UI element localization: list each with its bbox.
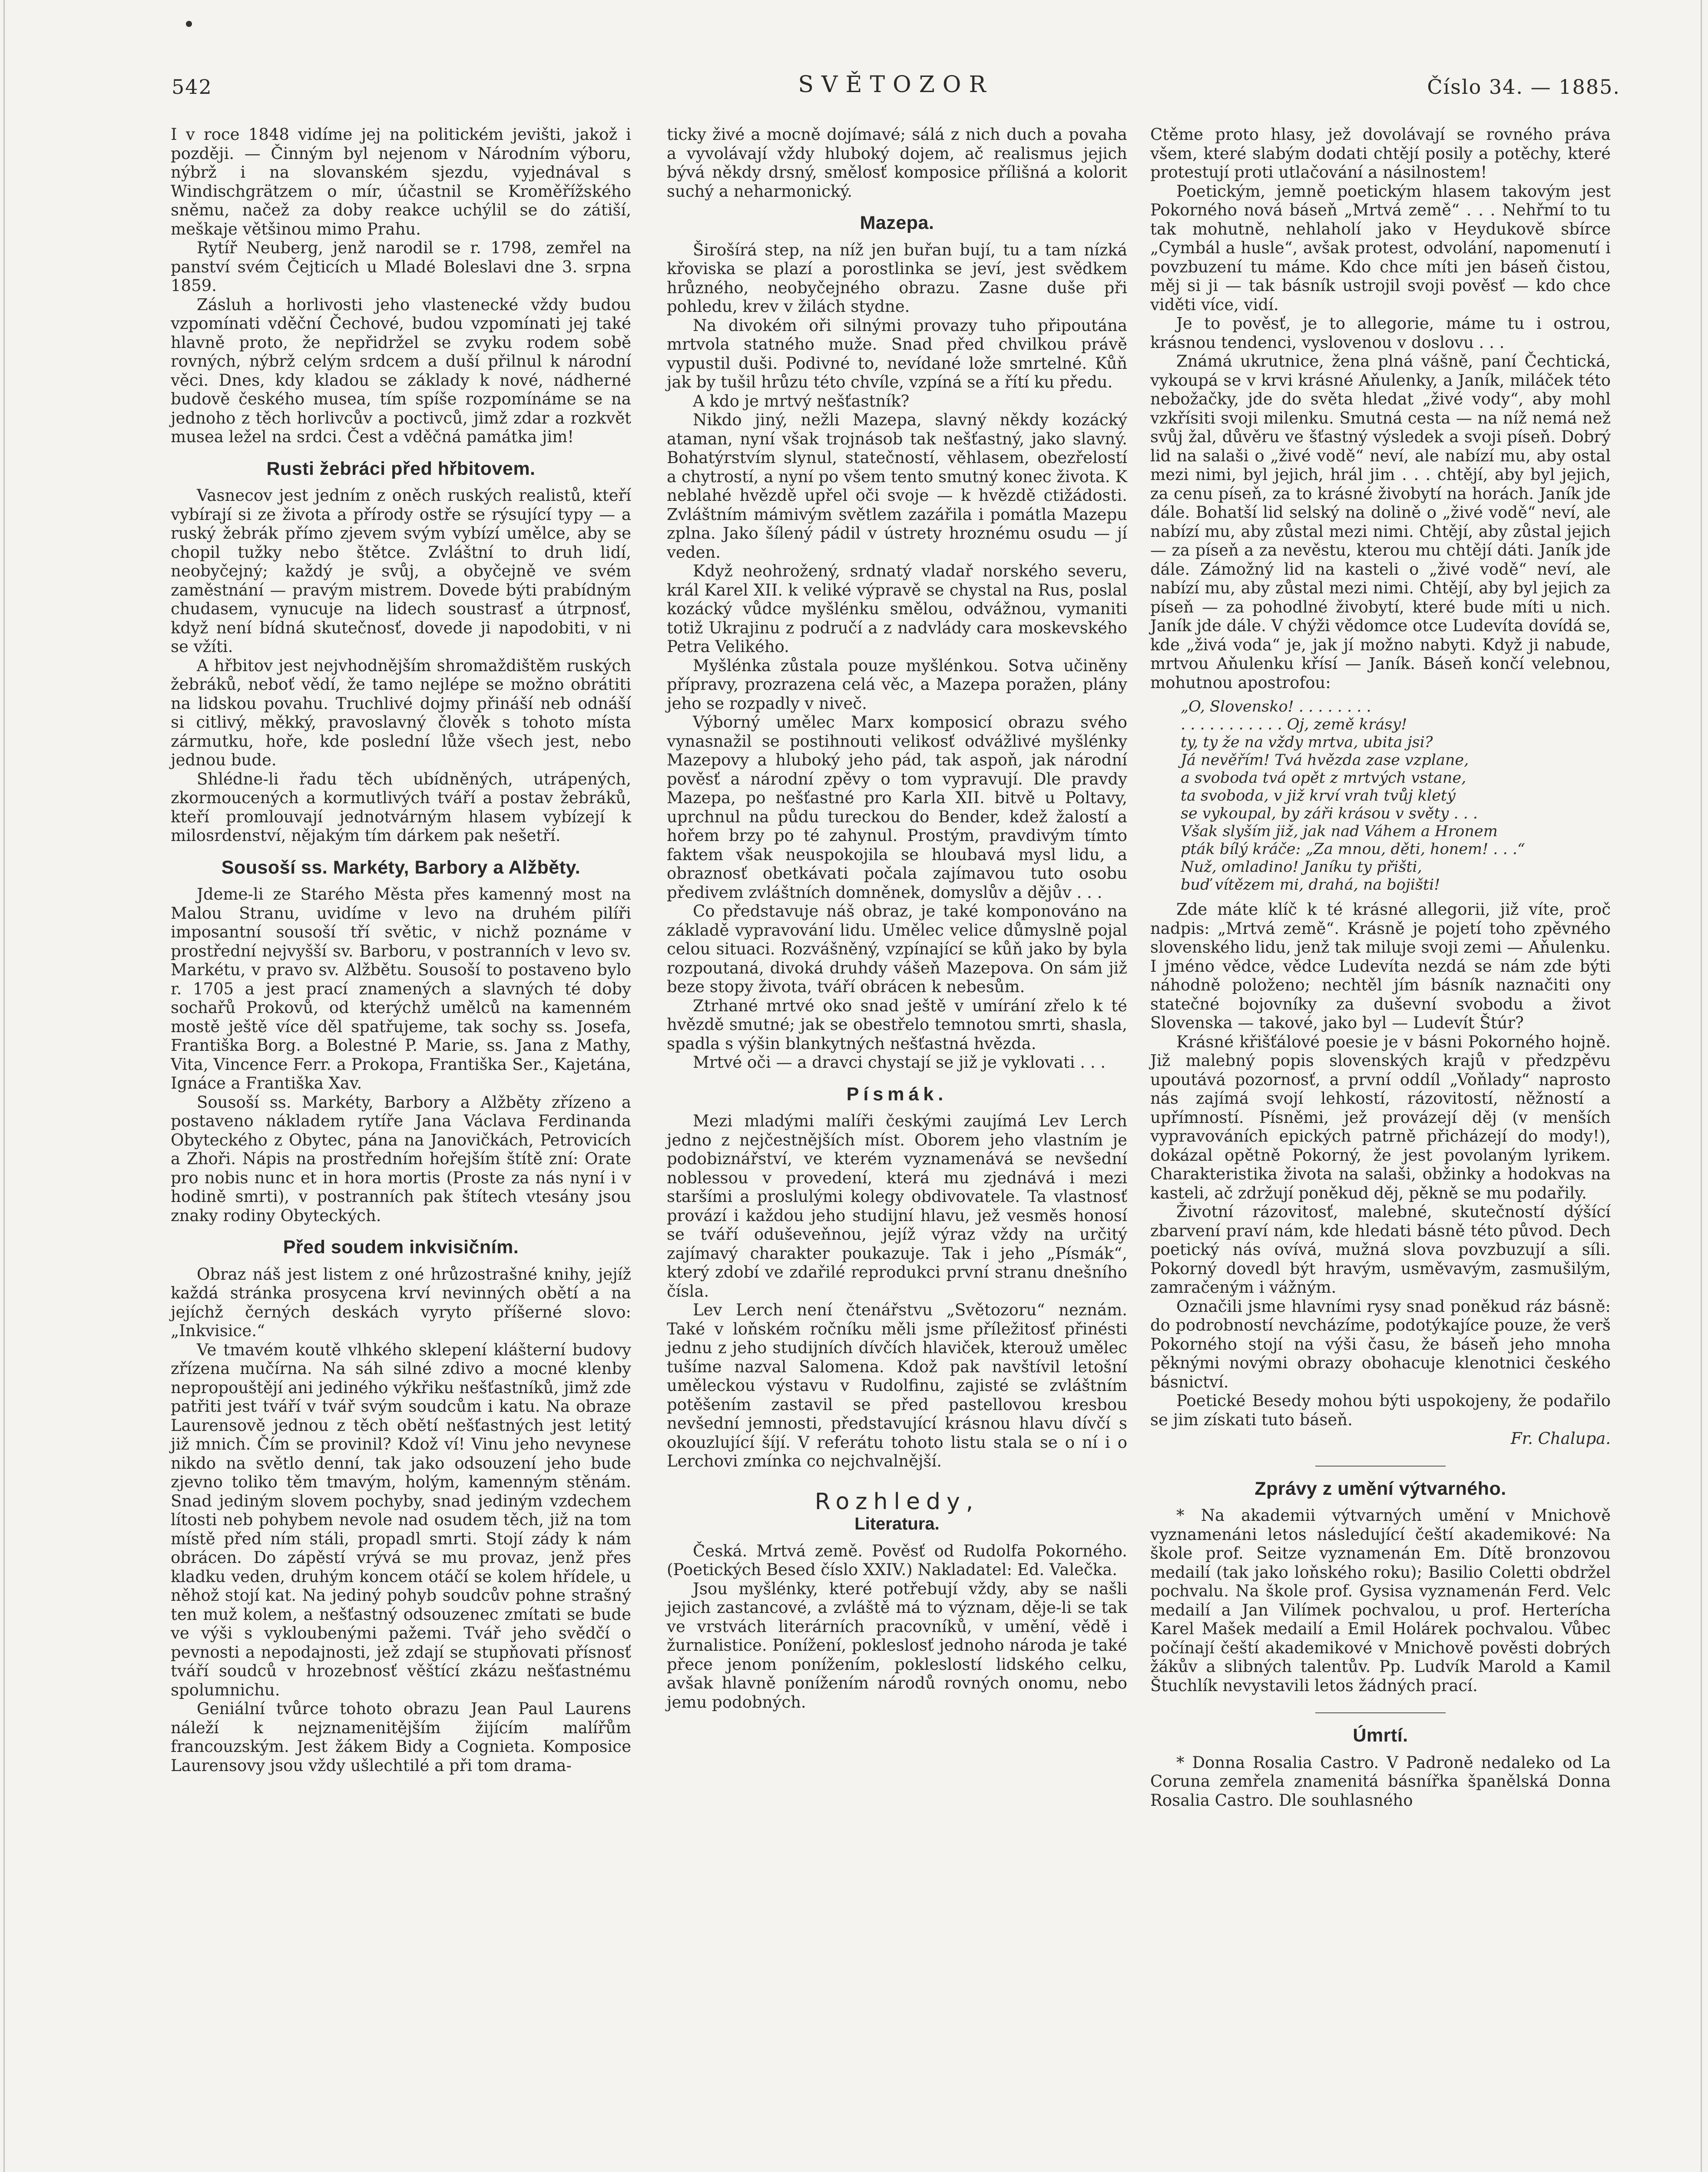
paragraph: Ztrhané mrtvé oko snad ještě v umírání zřelo k té hvězdě smutné; jak se obestřelo temnotou smrti, shasla, spadla s výšin blankytných nešťastná hvězda. bbox=[667, 996, 1127, 1053]
column-2 bbox=[667, 125, 1127, 1712]
paragraph: * Na akademii výtvarných umění v Mnichově vyznamenáni letos následující čeští akademikové: Na škole prof. Seitze vyznamenán Em. Dítě bronzovou medailí (tak jako loňského roku); Basilio Coletti obdržel pochvalu. Na škole prof. Gysisa vyznamenán Ferd. Velc medailí a Jan Vilímek pochvalou, u prof. Herterícha Karel Mašek medailí a Emil Holárek pochvalou. Vůbec počínají čeští akademikové v Mnichově pověsti dobrých žákův a slibných talentův. Pp. Ludvík Marold a Kamil Štuchlík nevystavili letos žádných prací. bbox=[1150, 1506, 1611, 1695]
paragraph: ticky živé a mocně dojímavé; sálá z nich duch a povaha a vyvolávají vždy hluboký dojem, ač realismus jejich bývá někdy drsný, smělosť komposice přílišná a kolorit suchý a neharmonický. bbox=[667, 125, 1127, 201]
masthead: SVĚTOZOR bbox=[798, 72, 994, 98]
paragraph: Výborný umělec Marx komposicí obrazu svého vynasnažil se postihnouti velikosť odvážlivé myšlénky Mazepovy a hluboký jeho pád, tak aspoň, jak národní pověsť a národní zpěvy o tom vypravují. Dle pravdy Mazepa, po nešťastné pro Karla XII. bitvě u Poltavy, uprchnul na půdu tureckou do Bender, kdež žalostí a hořem brzy po té zahynul. Prostým, pravdivým tímto faktem však neuspokojila se hloubavá mysl lidu, a obraznosť obetkávati počala zajímavou tuto osobu předivem zvláštních domněnek, domyslův a dějův . . . bbox=[667, 713, 1127, 902]
poem-line: Však slyším již, jak nad Váhem a Hronem bbox=[1181, 823, 1498, 840]
page-number: 542 bbox=[172, 75, 212, 99]
paragraph: Jdeme-li ze Starého Města přes kamenný most na Malou Stranu, uvidíme v levo na druhém pilíři imposantní sousoší tří světic, v nichž poznáme v prostřední nejvyšší sv. Barboru, v postranních v levo sv. Markétu, v pravo sv. Alžbětu. Sousoší to postaveno bylo r. 1705 a jest prací znamených a slavných té doby sochařů Prokovů, od kterýchž umělců na kamenném mostě ještě více děl spatřujeme, tak sochy ss. Josefa, Františka Borg. a Bolestné P. Marie, ss. Jana z Mathy, Vita, Vincence Ferr. a Prokopa, Františka Ser., Kajetána, Ignáce a Františka Xav. bbox=[171, 885, 631, 1093]
paragraph: Geniální tvůrce tohoto obrazu Jean Paul Laurens náleží k nejznamenitějším žijícím malířům francouzským. Jest žákem Bidy a Cognieta. Komposice Laurensovy jsou vždy ušlechtilé a při tom drama- bbox=[171, 1699, 631, 1775]
poem-line: ty, ty že na vždy mrtva, ubita jsi? bbox=[1181, 734, 1433, 751]
poem-line: a svoboda tvá opět z mrtvých vstane, bbox=[1181, 769, 1466, 787]
paragraph: Je to pověsť, je to allegorie, máme tu i ostrou, krásnou tendenci, vyslovenou v doslovu . . . bbox=[1150, 314, 1611, 352]
paragraph: Co představuje náš obraz, je také komponováno na základě vypravování lidu. Umělec velice důmyslně pojal celou situaci. Rozvášněný, vzpínající se kůň jako by byla rozpoutaná, divoká druhdy vášeň Mazepova. On sám již beze stopy života, tváří obrácen k nebesům. bbox=[667, 902, 1127, 996]
section-heading-mazepa: Mazepa. bbox=[860, 212, 934, 233]
paragraph: I v roce 1848 vidíme jej na politickém jevišti, jakož i později. — Činným byl nejenom v Národním výboru, nýbrž i na slovanském sjezdu, vyjednával s Windischgrätzem o mír, účastnil se Kroměřížského sněmu, načež za doby reakce uchýlil se do zátiší, meškaje většinou mimo Prahu. bbox=[171, 125, 631, 238]
paragraph: Mrtvé oči — a dravci chystají se již je vyklovati . . . bbox=[693, 1053, 1106, 1072]
paragraph: Životní rázovitosť, malebné, skutečností dýšící zbarvení praví nám, kde hledati básně této původ. Dech poetický nás ovívá, mužná slova povzbuzují a síli. Pokorný dovedl být hravým, usměvavým, zasmušilým, zamračeným i vážným. bbox=[1150, 1202, 1611, 1297]
section-heading-sousosi: Sousoší ss. Markéty, Barbory a Alžběty. bbox=[221, 857, 581, 878]
section-heading-rusti-zebraci: Rusti žebráci před hřbitovem. bbox=[266, 458, 536, 479]
poem-line: Já nevěřím! Tvá hvězda zase vzplane, bbox=[1181, 752, 1469, 769]
poem bbox=[1181, 698, 1611, 894]
section-heading-pismak: Písmák. bbox=[846, 1083, 948, 1105]
poem-line: pták bílý kráče: „Za mnou, děti, honem! . . .“ bbox=[1181, 841, 1525, 858]
paragraph: Mezi mladými malíři českými zaujímá Lev Lerch jedno z nejčestnějších míst. Oborem jeho vlastním je podobiznářství, ve kterém vyznamenává se nevšední noblessou v provedení, která mu zjednává i mezi staršími a proslulými kolegy obdivovatele. Ta vlastnosť provází i každou jeho studijní hlavu, jež vesměs honosí se tváří oduševeňnou, jejíž výraz vždy na určitý zajímavý charakter poukazuje. Tak i jeho „Písmák“, který zdobí ve zdařilé reprodukci první stranu dnešního čísla. bbox=[667, 1112, 1127, 1301]
issue-number: Číslo 34. — 1885. bbox=[1427, 75, 1620, 99]
page-edge-left bbox=[3, 0, 5, 2172]
paragraph: Shlédne-li řadu těch ubídněných, utrápených, zkormoucených a kormutlivých tváří a postav žebráků, kteří promlouvají jednotvárným hlasem vybízejí k milosrdenství, nějakým tím dárkem pak nešetří. bbox=[171, 769, 631, 845]
column-1 bbox=[171, 125, 631, 1775]
paragraph: Myšlénka zůstala pouze myšlénkou. Sotva učiněny přípravy, prozrazena celá věc, a Mazepa poražen, plány jeho se rozpadly v niveč. bbox=[667, 656, 1127, 713]
ink-dot bbox=[186, 21, 192, 27]
running-head bbox=[172, 72, 1620, 102]
paragraph: A kdo je mrtvý nešťastník? bbox=[693, 391, 910, 411]
paragraph: * Donna Rosalia Castro. V Padroně nedaleko od La Coruna zemřela znamenitá básnířka španělská Donna Rosalia Castro. Dle souhlasného bbox=[1150, 1753, 1611, 1810]
section-heading-umrti: Úmrtí. bbox=[1353, 1725, 1408, 1746]
paragraph: Nikdo jiný, nežli Mazepa, slavný někdy kozácký ataman, nyní však trojnásob tak nešťastný, jako slavný. Bohatýrstvím slynul, statečností, věhlasem, obezřelostí a chytrostí, a nyní po všem tento smutný konec života. K neblahé hvězdě upřel oči svoje — k hvězdě ctižádosti. Zvláštním mámivým světlem zazářila i pomátla Mazepu zplna. Jako šílený pádil v ústrety hroznému osudu — jí veden. bbox=[667, 411, 1127, 562]
paragraph: Lev Lerch není čtenářstvu „Světozoru“ neznám. Také v loňském ročníku měli jsme příležitosť přinésti jednu z jeho studijních dívčích hlaviček, kterouž umělec tušíme nazval Salomena. Kdož pak navštívil letošní uměleckou výstavu v Rudolfinu, zajisté se zvláštním potěšením zastavil se před pastellovou kresbou nevšední jemnosti, představující krásnou hlavu dívčí s okouzlující šíjí. V referátu tohoto listu stala se o ní i o Lerchovi zmínka co nejchvalnější. bbox=[667, 1301, 1127, 1470]
section-heading-inkvizice: Před soudem inkvisičním. bbox=[283, 1237, 519, 1258]
paragraph: Když neohrožený, srdnatý vladař norského severu, král Karel XII. k veliké výpravě se chystal na Rus, poslal kozácký vůdce myšlénku smělou, odvážnou, vymaniti totiž Ukrajinu z područí a z nadvlády cara moskevského Petra Velikého. bbox=[667, 562, 1127, 656]
poem-line: . . . . . . . . . . . Oj, země krásy! bbox=[1181, 716, 1407, 733]
divider bbox=[1315, 1712, 1446, 1713]
paragraph: Vasnecov jest jedním z oněch ruských realistů, kteří vybírají si ze života a přírody ostře se rýsující typy — a ruský žebrák přímo zjevem svým vybízí umělce, aby se chopil tužky nebo štětce. Zvláštní to druh lidí, neobyčejný; každý je svůj, a obyčejně ve svém zaměstnání — pravým mistrem. Dovede býti prabídným chudasem, vynucuje na lidech soustrasť a útrpnosť, když není bídná skutečnosť, dovede ji napodobiti, v ni se vžíti. bbox=[171, 486, 631, 656]
paragraph: Obraz náš jest listem z oné hrůzostrašné knihy, jejíž každá stránka prosycena krví nevinných obětí a na jejíchž černých deskách vyryto příšerné slovo: „Inkvisice.“ bbox=[171, 1265, 631, 1340]
paragraph: Označili jsme hlavními rysy snad poněkud ráz básně: do podrobností nevcházíme, podotýkajíce pouze, že verš Pokorného stojí na výši času, že báseň jeho mnoha pěknými novými obrazy obohacuje klenotnici českého básnictví. bbox=[1150, 1297, 1611, 1391]
paragraph: Poetickým, jemně poetickým hlasem takovým jest Pokorného nová báseň „Mrtvá země“ . . . Nehřmí to tu tak mohutně, nehlaholí jako v Heydukově sbírce „Cymbál a husle“, avšak protest, odvolání, napomenutí i povzbuzení tu máme. Kdo chce míti jen báseň čistou, měj si ji — tak básník ustrojil svoji pověsť — kdo chce viděti více, vidí. bbox=[1150, 182, 1611, 314]
paragraph: Rytíř Neuberg, jenž narodil se r. 1798, zemřel na panství svém Čejticích u Mladé Boleslavi dne 3. srpna 1859. bbox=[171, 238, 631, 295]
subsection-heading-literatura: Literatura. bbox=[854, 1514, 940, 1533]
poem-line: buď vítězem mi, drahá, na bojišti! bbox=[1181, 876, 1440, 894]
paragraph: Zásluh a horlivosti jeho vlastenecké vždy budou vzpomínati vděční Čechové, budou vzpomínati jej také hlavně proto, že nepřidržel se zvyku rodem sobě rovných, nýbrž celým srdcem a duší přilnul k národní věci. Dnes, kdy kladou se základy k nové, nádherné budově českého musea, tím spíše rozpomínáme se na jednoho z těch horlivcův a poctivců, jimž zdar a rozkvět musea ležel na srdci. Čest a vděčná památka jim! bbox=[171, 295, 631, 446]
column-3 bbox=[1150, 125, 1611, 1810]
author-signature: Fr. Chalupa. bbox=[1510, 1429, 1611, 1448]
paragraph: Česká. Mrtvá země. Pověsť od Rudolfa Pokorného. (Poetických Besed číslo XXIV.) Nakladatel: Ed. Valečka. bbox=[667, 1541, 1127, 1579]
poem-line: se vykoupal, by záři krásou v světy . . . bbox=[1181, 805, 1478, 822]
poem-line: „O, Slovensko! . . . . . . . . bbox=[1181, 698, 1371, 715]
page-edge-right bbox=[1701, 0, 1702, 2172]
paragraph: Sousoší ss. Markéty, Barbory a Alžběty zřízeno a postaveno nákladem rytíře Jana Václava Ferdinanda Obyteckého z Obytec, pána na Janovičkách, Petrovicích a Zhoři. Nápis na prostředním hořejším štítě zní: Orate pro nobis nunc et in hora mortis (Proste za nás nyní i v hodině smrti), v postranních pak štítech vtesány jsou znaky rodiny Obyteckých. bbox=[171, 1093, 631, 1225]
paragraph: Krásné křišťálové poesie je v básni Pokorného hojně. Již malebný popis slovenských krajů v předzpěvu upoutává pozornosť, a první oddíl „Voňlady“ naprosto nás zajímá svojí lehkostí, rázovitostí, něžností a upřímností. Písněmi, jež provázejí děj (v menších vypravováních epických patrně přicházejí do mody!), dokázal opětně Pokorný, že jest povolaným lyrikem. Charakteristika života na salaši, obžinky a hodokvas na kasteli, ač zdržují poněkud děj, pěkně se mu podařily. bbox=[1150, 1032, 1611, 1202]
paragraph: Na divokém oři silnými provazy tuho připoutána mrtvola statného muže. Snad před chvilkou právě vypustil duši. Podivné to, nevídané lože smrtelné. Kůň jak by tušil hrůzu této chvíle, vzpíná se a řítí ku předu. bbox=[667, 316, 1127, 391]
paragraph: Ve tmavém koutě vlhkého sklepení klášterní budovy zřízena mučírna. Na sáh silné zdivo a mocné klenby nepropouštějí ani jediného výkřiku nešťastníků, jimž zde patřiti jest tváří v tvář svým soudcům i katu. Na obraze Laurensově jednou z těch obětí nešťastných jest letitý již mnich. Čím se provinil? Kdož ví! Vinu jeho nevynese nikdo na světlo denní, tak jako odsouzení jeho bude zjevno toliko těm tmavým, holým, kamenným stěnám. Snad jediným slovem pochyby, snad jediným vzdechem lítosti neb pohybem nevole nad osudem těch, již na tom místě před ním stáli, propadl smrti. Stojí zády k nám obrácen. Do zápěstí vrývá se mu provaz, jenž přes kladku veden, druhým koncem otáčí se kolem hřídele, u něhož stojí kat. Na jediný pohyb soudcův pohne strašný ten muž kolem, a nešťastný odsouzenec zmítati se bude ve výši s vykloubenými pažemi. Tvář jeho svědčí o pevnosti a nepodajnosti, jež zdají se stupňovati přísnosť tváří soudců v hrozebnosť věštící zkázu nešťastnému spolumnichu. bbox=[171, 1340, 631, 1699]
paragraph: Zde máte klíč k té krásné allegorii, již víte, proč nadpis: „Mrtvá země“. Krásně je pojetí toho zpěvného slovenského lidu, jenž tak miluje svoji zemi — Aňulenku. I jméno vědce, vědce Ludevíta nezdá se nám zde býti náhodně položeno; nechtěl jím básník naznačiti ony statečné bojovníky za duševní svobodu a život Slovenska — takové, jako byl — Ludevít Štúr? bbox=[1150, 900, 1611, 1032]
divider bbox=[1315, 1466, 1446, 1467]
paragraph: Poetické Besedy mohou býti uspokojeny, že podařilo se jim získati tuto báseň. bbox=[1150, 1391, 1611, 1429]
paragraph: Jsou myšlénky, které potřebují vždy, aby se našli jejich zastancové, a zvláště má to význam, děje-li se tak ve vrstvách literárních pracovníků, v umění, vědě i žurnalistice. Ponížení, pokleslosť jednoho národa je také přece jenom ponížením, pokleslostí lidského celku, avšak hlavně ponížením národů rovných onomu, nebo jemu podobných. bbox=[667, 1579, 1127, 1712]
paragraph: Známá ukrutnice, žena plná vášně, paní Čechtická, vykoupá se v krvi krásné Aňulenky, a Janík, miláček této nebožačky, jde do světa hledat „živé vody“, aby mohl vzkřísiti svoji milenku. Smutná cesta — na níž nemá než svůj žal, důvěru ve šťastný výsledek a svoji píseň. Dobrý lid na salaši o „živé vodě“ neví, ale nabízí mu, aby ostal mezi nimi, byl jejich, hrál jim . . . chtějí, aby byl jejich, za cenu píseň, za to krásné živobytí na horách. Janík jde dále. Bohatší lid selský na dolině o „živé vodě“ neví, ale nabízí mu, aby zůstal mezi nimi. Chtějí, aby zůstal jejich — za píseň a za nevěstu, kterou mu chtějí dáti. Janík jde dále. Zámožný lid na kasteli o „živé vodě“ neví, ale nabízí mu, aby zůstal mezi nimi. Chtějí, aby byl jejich za píseň — za pohodlné živobytí, které bude míti u nich. Janík jde dále. V chýži vědomce otce Ludevíta dovídá se, kde „živá voda“ je, jak jí možno nabyti. Když ji nabude, mrtvou Aňulenku křísí — Janík. Báseň končí velebnou, mohutnou apostrofou: bbox=[1150, 352, 1611, 692]
paragraph: Širošírá step, na níž jen buřan bují, tu a tam nízká křoviska se plazí a porostlinka se jeví, jest svědkem hrůzného, neobyčejného obrazu. Zasne duše při pohledu, krev v žilách stydne. bbox=[667, 240, 1127, 316]
poem-line: Nuž, omladino! Janíku ty přišti, bbox=[1181, 858, 1422, 876]
section-heading-zpravy: Zprávy z umění výtvarného. bbox=[1255, 1478, 1506, 1499]
paragraph: A hřbitov jest nejvhodnějším shromaždištěm ruských žebráků, neboť vědí, že tamo nejlépe se možno obrátiti na lidskou povahu. Truchlivé dojmy přináší neb odnáší si citlivý, měkký, pravoslavný člověk s tohoto místa zármutku, hoře, kde poslední lůže všech jest, nebo jednou bude. bbox=[171, 656, 631, 769]
section-heading-rozhledy: Rozhledy, bbox=[814, 1488, 980, 1515]
poem-line: ta svoboda, v již krví vrah tvůj kletý bbox=[1181, 787, 1456, 805]
paragraph: Ctěme proto hlasy, jež dovolávají se rovného práva všem, které slabým dodati chtějí posily a potěchy, které protestují proti utlačování a násilnostem! bbox=[1150, 125, 1611, 182]
